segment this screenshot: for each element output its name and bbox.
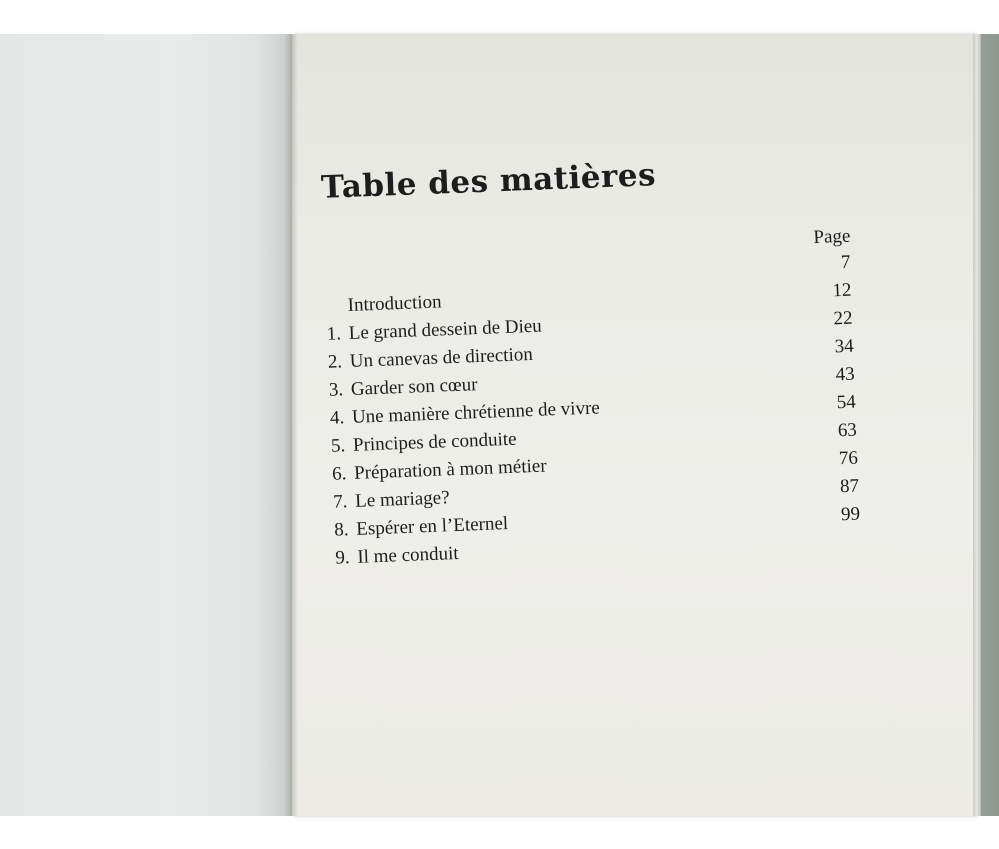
page-column-header: Page [813,225,851,249]
toc-entry-label: Préparation à mon métier [353,455,547,484]
toc-entry [329,374,478,402]
toc-entry [331,429,517,458]
toc-page-number: 87 [839,475,860,498]
toc-entry-number: 6. [331,463,347,485]
toc-entry-label: Espérer en l’Eternel [355,513,509,540]
toc-entry-label: Le grand dessein de Dieu [348,315,543,344]
toc-entry-label: Il me conduit [356,542,460,568]
toc-entry [330,397,601,429]
toc-entry-label: Garder son cœur [350,374,478,400]
toc-entry [335,543,459,570]
toc-entry-number: 7. [332,491,348,513]
toc-title: Table des matières [320,157,657,206]
toc-entry [333,487,450,513]
toc-entry [327,344,533,374]
toc-page-number: 43 [835,363,856,386]
toc-entry-number: 2. [327,351,343,373]
toc-entry-number: 3. [328,379,344,401]
toc-page-number: 22 [833,307,853,330]
toc-entry-number: 1. [326,323,342,345]
toc-entry [332,455,547,485]
toc-entry-number: 4. [329,407,345,429]
toc-entry-introduction [347,291,442,317]
toc-entry-number: 5. [330,435,346,457]
toc-entry-number: 9. [334,547,351,569]
toc-entry-label: Introduction [347,291,442,316]
toc-page-number: 12 [832,279,852,302]
toc-page-number: 34 [834,335,855,358]
toc-entry-label: Un canevas de direction [349,343,534,372]
toc-entry [326,316,542,346]
toc-entry-label: Le mariage? [354,487,450,512]
toc-entry [334,513,509,542]
toc-entry-label: Principes de conduite [352,428,517,456]
toc-entry-number: 8. [333,519,349,541]
toc-entry-label: Une manière chrétienne de vivre [351,397,601,428]
toc-page-number: 54 [836,391,857,414]
toc-page-number: 7 [840,251,851,274]
toc-page-number: 76 [838,447,859,470]
toc-page-number: 99 [840,503,861,526]
toc-page-number: 63 [837,419,858,442]
